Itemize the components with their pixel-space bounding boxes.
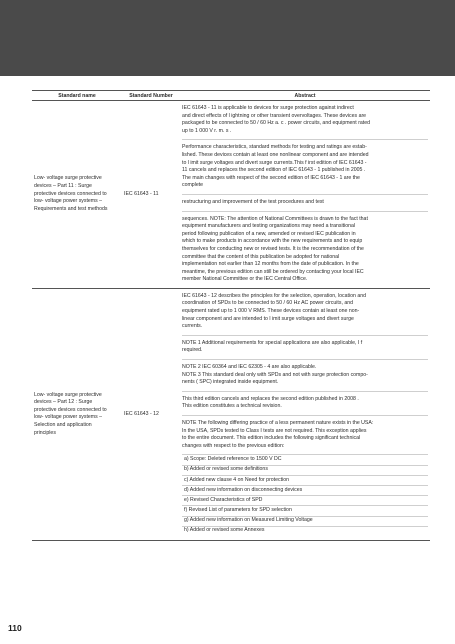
abstract-line: linear component and are intended to l imit surge voltages and divert surge (182, 315, 354, 322)
abstract-line: and direct effects of l ightning or other transient overvoltages. These devices are (182, 112, 367, 119)
abstract-line: This third edition cancels and replaces the second edition published in 2008 . (182, 395, 359, 402)
abstract-line: currents. (182, 323, 203, 330)
divider (182, 194, 428, 195)
abstract-line: NOTE 3 This standard deal only with SPDs and not with surge protection compo- (182, 371, 368, 378)
name-line: protective devices connected to (34, 190, 107, 197)
abstract-paragraph (182, 105, 428, 135)
abstract-line: 11 cancels and replaces the second edition of IEC 61643 - 1 published in 2005 . (182, 167, 366, 174)
abstract-paragraph (182, 396, 428, 411)
abstract-line: meantime, the previous edition can still be ordered by contacting your local IEC (182, 268, 364, 275)
abstract-line: to l imit surge voltages and divert surge currents.This f irst edition of IEC 61643 - (182, 159, 367, 166)
list-item: g) Added new information on Measured Limiting Voltage (182, 516, 428, 526)
divider (182, 415, 428, 416)
name-line: principles (34, 429, 56, 436)
name-line: devices – Part 11 : Surge (34, 183, 92, 190)
divider (182, 139, 428, 140)
divider (182, 359, 428, 360)
abstract-line: coordination of SPDs to be connected to 50 / 60 Hz AC power circuits, and (182, 300, 353, 307)
divider (182, 211, 428, 212)
abstract-line: Performance characteristics, standard methods for testing and ratings are estab- (182, 144, 367, 151)
header-band (0, 0, 455, 76)
abstract-line: nents ( SPC) integrated inside equipment. (182, 379, 279, 386)
standard-number-cell: IEC 61643 - 11 (122, 101, 180, 289)
abstract-line: IEC 61643 - 11 is applicable to devices for surge protection against indirect (182, 105, 354, 111)
list-item: f) Revised List of parameters for SPD selection (182, 505, 428, 515)
name-line: protective devices connected to (34, 406, 107, 413)
name-line: low- voltage power systems – (34, 198, 103, 205)
abstract-line: lished. These devices contain at least one nonlinear component and are intended (182, 151, 369, 158)
header-standard-name: Standard name (32, 91, 122, 101)
standard-number-cell: IEC 61643 - 12 (122, 288, 180, 540)
abstract-line: NOTE The following differing practice of a less permanent nature exists in the USA: (182, 420, 374, 426)
abstract-paragraph (182, 216, 428, 284)
name-line: Low- voltage surge protective (34, 391, 102, 398)
name-line: Low- voltage surge protective (34, 175, 102, 182)
name-line: Selection and application (34, 421, 92, 428)
abstract-line: This edition constitutes a technical revision. (182, 403, 282, 410)
abstract-line: to the entire document. This edition includes the following significant technical (182, 435, 361, 442)
abstract-paragraph (182, 364, 428, 387)
abstract-line: restructuring and improvement of the test procedures and test (182, 198, 324, 205)
standard-name-cell (32, 288, 122, 540)
list-item: b) Added or revised some definitions (182, 465, 428, 475)
abstract-line: NOTE 2 IEC 60364 and IEC 62305 - 4 are also applicable. (182, 364, 317, 371)
divider (182, 335, 428, 336)
list-item: h) Added or revised some Annexes (182, 526, 428, 536)
abstract-line: The main changes with respect of the second edition of IEC 61643 - 1 are the (182, 174, 360, 181)
abstract-line: In the USA, SPDs tested to Class I tests are not required. This exception applies (182, 427, 367, 434)
abstract-line: themselves for conducting new or revised tests. It is the recommendation of the (182, 245, 364, 252)
abstract-line: packaged to be connected to 50 / 60 Hz a. c . power circuits, and equipment rated (182, 120, 371, 127)
abstract-line: equipment manufacturers and testing organizations may need a transitional (182, 223, 356, 230)
abstract-paragraph (182, 340, 428, 355)
page-number: 110 (8, 623, 22, 633)
header-abstract: Abstract (180, 91, 430, 101)
name-line: low- voltage power systems – (34, 414, 103, 421)
abstract-line: which to make products in accordance with the new requirements and to equip (182, 238, 363, 245)
header-standard-number: Standard Number (122, 91, 180, 101)
abstract-line: period following publication of a new, amended or revised IEC publication in (182, 230, 356, 237)
abstract-line: committee that the content of this publication be adopted for national (182, 253, 340, 260)
standards-table (32, 90, 430, 541)
name-line: devices – Part 12 : Surge (34, 399, 93, 406)
table-header-row (32, 91, 430, 101)
name-line: Requirements and test methods (34, 205, 108, 212)
abstract-line: sequences. NOTE: The attention of National Committees is drawn to the fact that (182, 215, 368, 222)
abstract-line: NOTE 1 Additional requirements for special applications are also applicable, I f (182, 339, 363, 346)
list-item: d) Added new information on disconnecting devices (182, 485, 428, 495)
abstract-line: required. (182, 347, 203, 354)
list-item: e) Revised Characteristics of SPD (182, 495, 428, 505)
abstract-cell (180, 101, 430, 289)
abstract-paragraph (182, 144, 428, 190)
list-item: a) Scope: Deleted reference to 1500 V DC (182, 454, 428, 464)
abstract-line: member National Committee or the IEC Central Office. (182, 276, 308, 283)
abstract-line: up to 1 000 V r. m. s . (182, 127, 232, 134)
abstract-cell (180, 288, 430, 540)
abstract-line: implementation not earlier than 12 months from the date of publication. In the (182, 261, 359, 268)
standard-name-cell (32, 101, 122, 289)
abstract-line: IEC 61643 - 12 describes the principles for the selection, operation, location and (182, 292, 366, 299)
table-row (32, 288, 430, 540)
list-item: c) Added new clause 4 on Need for protection (182, 475, 428, 485)
abstract-paragraph (182, 293, 428, 331)
abstract-line: changes with respect to the previous edition: (182, 442, 285, 449)
abstract-paragraph (182, 199, 428, 207)
divider (182, 391, 428, 392)
abstract-line: equipment rated up to 1 000 V RMS. These devices contain at least one non- (182, 308, 360, 315)
amendment-list (182, 454, 428, 536)
table-row (32, 101, 430, 289)
abstract-paragraph (182, 420, 428, 450)
abstract-line: complete (182, 182, 204, 189)
